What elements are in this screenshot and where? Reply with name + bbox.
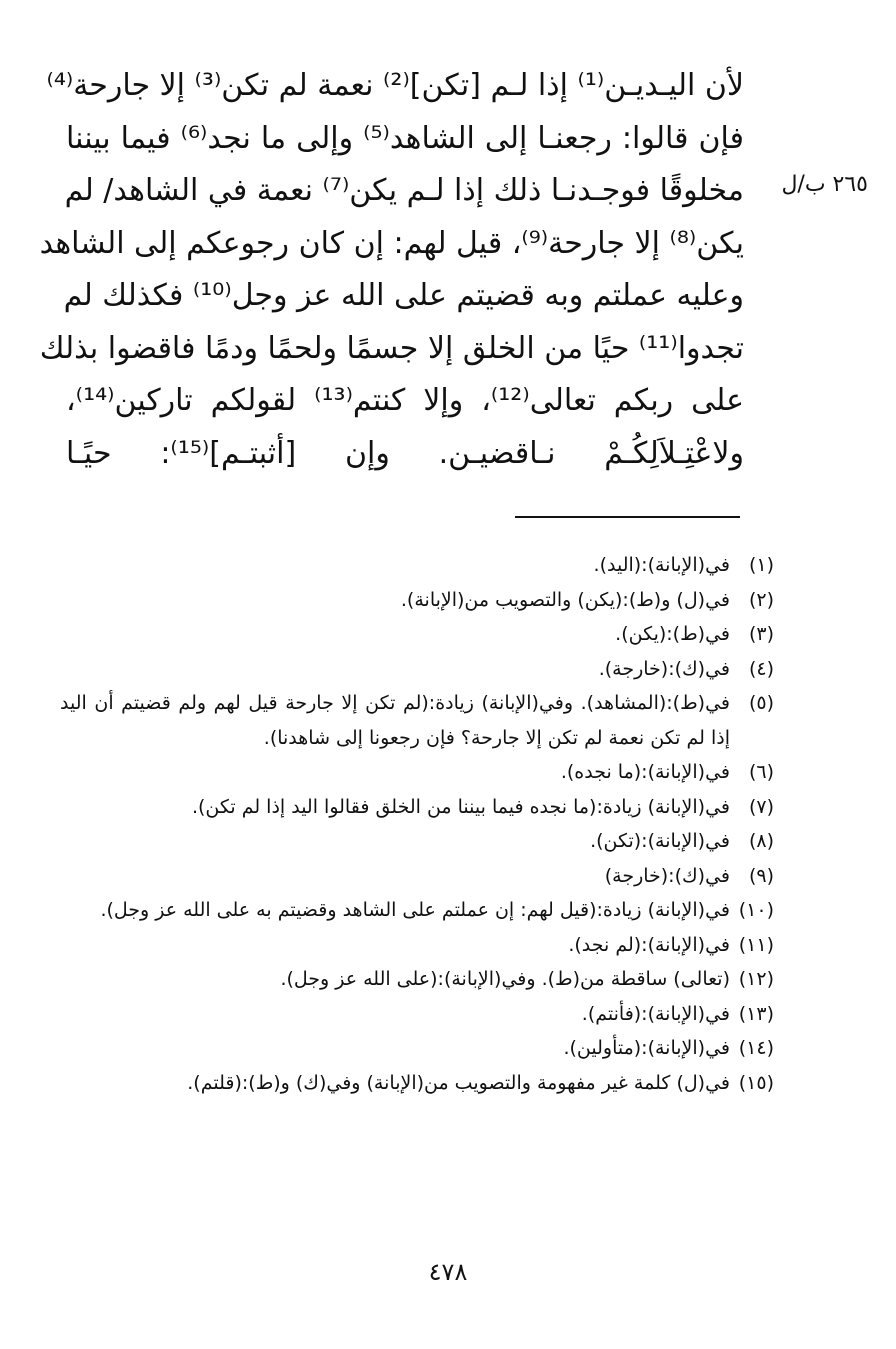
main-text-line: ولاعْتِـلاَلِكُـمْ نـاقضيـن. وإن [أثبتـم]⁽¹⁵⁾: حيًـا (66, 435, 744, 471)
footnote-text: في(ك):(خارجة). (598, 657, 730, 680)
footnote-text: في(ط):(يكن). (615, 623, 730, 645)
footnote-text: في(ط):(المشاهد). وفي(الإبانة) زيادة:(لم تكن إلا جارحة قيل لهم ولم قضيتم أن اليد إذا لم تكن نعمة لم تكن إلا جارحة؟ فإن رجعونا إلى شاهدنا). (60, 692, 730, 749)
footnote (60, 1066, 774, 1101)
footnote-text: في(ل) و(ط):(يكن) والتصويب من(الإبانة). (400, 588, 730, 611)
footnote-number: (١٥) (738, 1071, 774, 1094)
footnote-text: (تعالى) ساقطة من(ط). وفي(الإبانة):(على الله عز وجل). (280, 968, 730, 990)
footnote-number: (١) (748, 554, 774, 576)
main-body-text (39, 60, 745, 480)
footnote-text: في(الإبانة) زيادة:(قيل لهم: إن عملتم على الشاهد وقضيتم به على الله عز وجل). (100, 899, 730, 921)
main-text-line: لأن اليـديـن⁽¹⁾ إذا لـم [تكن]⁽²⁾ نعمة لم تكن⁽³⁾ إلا جارحة⁽⁴⁾ (46, 68, 744, 103)
footnote-number: (٩) (748, 864, 774, 887)
footnote-number: (١٢) (738, 968, 774, 990)
footnote-number: (٣) (748, 623, 774, 645)
footnote (60, 962, 774, 997)
footnote (60, 617, 774, 652)
footnote-text: في(الإبانة) زيادة:(ما نجده فيما بيننا من الخلق فقالوا اليد إذا لم تكن). (191, 795, 730, 818)
footnotes-list (60, 548, 774, 1100)
footnote (60, 755, 774, 790)
footnote-number: (١١) (738, 933, 774, 956)
footnote-text: في(الإبانة):(فأنتم). (581, 1002, 730, 1025)
footnote (60, 824, 774, 859)
main-text-line: تجدوا⁽¹¹⁾ حيًا من الخلق إلا جسمًا ولحمًا ودمًا فاقضوا بذلك (39, 330, 744, 366)
footnote (60, 859, 774, 894)
footnote-text: في(الإبانة):(اليد). (593, 554, 730, 576)
main-text-line: يكن⁽⁸⁾ إلا جارحة⁽⁹⁾، قيل لهم: إن كان رجوعكم إلى الشاهد (39, 225, 744, 261)
footnote-number: (١٠) (738, 899, 774, 921)
footnote (60, 583, 774, 618)
footnote-number: (٨) (748, 830, 774, 852)
footnote (60, 652, 774, 687)
footnote-number: (٧) (748, 795, 774, 818)
footnote-text: في(الإبانة):(ما نجده). (560, 761, 730, 783)
main-text-line: مخلوقًا فوجـدنـا ذلك إذا لـم يكن⁽⁷⁾ نعمة في الشاهد/ لم (64, 173, 744, 208)
footnote-text: في(ل) كلمة غير مفهومة والتصويب من(الإبانة) وفي(ك) و(ط):(قلتم). (187, 1071, 730, 1094)
footnote-number: (١٣) (738, 1002, 774, 1025)
footnote (60, 548, 774, 583)
footnote (60, 997, 774, 1032)
footnote-number: (٥) (748, 692, 774, 714)
main-text-line: على ربكم تعالى⁽¹²⁾، وإلا كنتم⁽¹³⁾ لقولكم تاركين⁽¹⁴⁾، (66, 383, 745, 418)
footnote (60, 686, 774, 755)
footnote-text: في(ك):(خارجة) (604, 864, 730, 887)
footnote-number: (٤) (748, 657, 774, 680)
footnote-text: في(الإبانة):(متأولين). (563, 1037, 730, 1059)
footnote-number: (٦) (748, 761, 774, 783)
main-text-line: وعليه عملتم وبه قضيتم على الله عز وجل⁽¹⁰⁾ فكذلك لم (63, 278, 744, 313)
footnote-separator (515, 516, 740, 518)
footnote-text: في(الإبانة):(لم نجد). (568, 933, 730, 956)
footnote-number: (٢) (748, 588, 774, 611)
footnote-text: في(الإبانة):(تكن). (590, 830, 730, 852)
page-number: ٤٧٨ (428, 1258, 468, 1286)
footnote (60, 893, 774, 928)
main-text-line: فإن قالوا: رجعنـا إلى الشاهد⁽⁵⁾ وإلى ما نجد⁽⁶⁾ فيما بيننا (66, 120, 745, 156)
manuscript-folio-note: ٢٦٥ ب/ل (781, 172, 868, 197)
footnote (60, 928, 774, 963)
footnote (60, 1031, 774, 1066)
footnote (60, 790, 774, 825)
footnote-number: (١٤) (738, 1037, 774, 1059)
